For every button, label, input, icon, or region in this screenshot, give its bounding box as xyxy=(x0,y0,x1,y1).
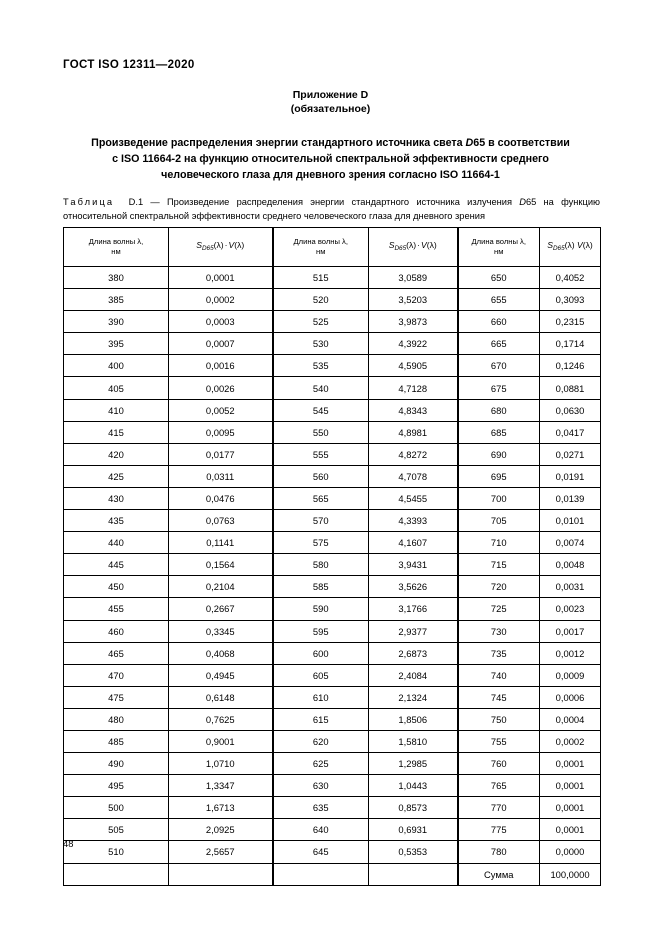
formula-lambda-1: (λ) xyxy=(564,239,575,250)
cell-wavelength: 710 xyxy=(458,532,540,554)
cell-value: 0,0026 xyxy=(169,377,273,399)
cell-value: 0,5353 xyxy=(369,841,458,863)
cell-value: 0,0095 xyxy=(169,421,273,443)
page-title-line3: человеческого глаза для дневного зрения согласно ISO 11664-1 xyxy=(161,169,500,182)
formula-symbol: S xyxy=(388,239,395,250)
cell-wavelength: 540 xyxy=(273,377,369,399)
formula-v: V xyxy=(228,239,235,250)
cell-wavelength: 545 xyxy=(273,399,369,421)
cell-wavelength: 715 xyxy=(458,554,540,576)
table-row xyxy=(64,487,601,509)
cell-value: 0,0016 xyxy=(169,355,273,377)
table-row xyxy=(64,355,601,377)
cell-value: 0,0191 xyxy=(540,465,601,487)
cell-value: 1,6713 xyxy=(169,797,273,819)
cell-value: 0,6931 xyxy=(369,819,458,841)
cell-value: 4,8343 xyxy=(369,399,458,421)
cell-value: 4,8981 xyxy=(369,421,458,443)
table-row xyxy=(64,664,601,686)
cell-value: 1,8506 xyxy=(369,708,458,730)
cell-wavelength: 420 xyxy=(64,443,169,465)
formula-subscript: D65 xyxy=(394,244,407,252)
table-body xyxy=(64,267,601,886)
cell-wavelength: 450 xyxy=(64,576,169,598)
table-caption-text-before: Произведение распределения энергии стандартного источника излучения xyxy=(166,197,520,207)
table-row xyxy=(64,576,601,598)
cell-wavelength: 700 xyxy=(458,487,540,509)
table-row xyxy=(64,753,601,775)
cell-wavelength: 525 xyxy=(273,311,369,333)
cell-wavelength: 405 xyxy=(64,377,169,399)
header-formula-3 xyxy=(540,228,601,267)
table-row xyxy=(64,377,601,399)
table-row xyxy=(64,775,601,797)
table-row xyxy=(64,267,601,289)
table-caption-label: Таблица xyxy=(63,197,115,207)
cell-value: 4,8272 xyxy=(369,443,458,465)
cell-value: 2,1324 xyxy=(369,686,458,708)
cell-value: 0,1564 xyxy=(169,554,273,576)
cell-value: 3,5203 xyxy=(369,289,458,311)
cell-wavelength: 620 xyxy=(273,730,369,752)
page-number: 48 xyxy=(63,838,74,849)
table-row xyxy=(64,510,601,532)
cell-value: 0,3345 xyxy=(169,620,273,642)
cell-value: 0,0001 xyxy=(540,775,601,797)
cell-wavelength: 410 xyxy=(64,399,169,421)
cell-value: 0,6148 xyxy=(169,686,273,708)
formula-symbol: S xyxy=(547,239,553,250)
cell-value: 0,0476 xyxy=(169,487,273,509)
table-row xyxy=(64,620,601,642)
cell-value: 0,0881 xyxy=(540,377,601,399)
cell-wavelength: 535 xyxy=(273,355,369,377)
cell-value: 0,9001 xyxy=(169,730,273,752)
cell-wavelength: Сумма xyxy=(458,863,540,885)
cell-value: 0,1141 xyxy=(169,532,273,554)
cell-value: 0,0417 xyxy=(540,421,601,443)
table-row xyxy=(64,443,601,465)
table-row xyxy=(64,465,601,487)
cell-value: 0,0003 xyxy=(169,311,273,333)
cell-wavelength: 455 xyxy=(64,598,169,620)
cell-value xyxy=(169,863,273,885)
header-wavelength-line1: Длина волны λ, xyxy=(88,237,144,247)
cell-wavelength: 555 xyxy=(273,443,369,465)
cell-value: 0,0004 xyxy=(540,708,601,730)
appendix-heading xyxy=(0,88,661,116)
cell-value: 1,0443 xyxy=(369,775,458,797)
cell-value: 1,0710 xyxy=(169,753,273,775)
cell-value: 0,0001 xyxy=(540,819,601,841)
formula-lambda-2: (λ) xyxy=(582,239,593,250)
header-wavelength-2 xyxy=(273,228,369,267)
cell-value: 4,3393 xyxy=(369,510,458,532)
formula-lambda-1: (λ) xyxy=(406,239,417,250)
table-row xyxy=(64,311,601,333)
page-title xyxy=(72,135,589,184)
table-row xyxy=(64,841,601,863)
cell-wavelength: 690 xyxy=(458,443,540,465)
page-title-line1-italic: D xyxy=(465,137,474,149)
cell-wavelength: 735 xyxy=(458,642,540,664)
table-row xyxy=(64,708,601,730)
page-title-line1-after: 65 в соответствии xyxy=(473,137,570,149)
cell-value: 0,0074 xyxy=(540,532,601,554)
cell-value: 0,8573 xyxy=(369,797,458,819)
cell-wavelength: 390 xyxy=(64,311,169,333)
cell-wavelength: 550 xyxy=(273,421,369,443)
header-wavelength-line2: нм xyxy=(494,247,504,256)
cell-value: 0,0177 xyxy=(169,443,273,465)
cell-value: 0,2667 xyxy=(169,598,273,620)
cell-value: 0,0009 xyxy=(540,664,601,686)
cell-value: 1,3347 xyxy=(169,775,273,797)
cell-value: 0,0101 xyxy=(540,510,601,532)
formula-symbol: S xyxy=(196,239,202,250)
cell-wavelength: 740 xyxy=(458,664,540,686)
cell-value: 0,0023 xyxy=(540,598,601,620)
formula-operator: · xyxy=(417,239,421,250)
cell-wavelength: 515 xyxy=(273,267,369,289)
cell-wavelength: 615 xyxy=(273,708,369,730)
cell-wavelength: 510 xyxy=(64,841,169,863)
cell-wavelength: 765 xyxy=(458,775,540,797)
cell-wavelength: 480 xyxy=(64,708,169,730)
cell-value: 0,0006 xyxy=(540,686,601,708)
table-row xyxy=(64,730,601,752)
cell-value: 4,7128 xyxy=(369,377,458,399)
header-wavelength-line2: нм xyxy=(111,247,121,256)
cell-value: 3,9873 xyxy=(369,311,458,333)
cell-value: 0,4945 xyxy=(169,664,273,686)
cell-wavelength: 605 xyxy=(273,664,369,686)
cell-value: 0,0052 xyxy=(169,399,273,421)
cell-wavelength: 465 xyxy=(64,642,169,664)
page-title-line2: с ISO 11664-2 на функцию относительной спектральной эффективности среднего xyxy=(112,153,549,166)
cell-wavelength: 645 xyxy=(273,841,369,863)
header-wavelength-line1: Длина волны λ, xyxy=(471,237,526,247)
formula-lambda-1: (λ) xyxy=(213,239,224,250)
cell-wavelength: 760 xyxy=(458,753,540,775)
table-container xyxy=(63,227,600,886)
cell-wavelength: 670 xyxy=(458,355,540,377)
cell-value: 0,2104 xyxy=(169,576,273,598)
cell-wavelength: 610 xyxy=(273,686,369,708)
cell-value: 0,0001 xyxy=(169,267,273,289)
cell-value: 0,4052 xyxy=(540,267,601,289)
table-caption-italic: D xyxy=(519,197,526,207)
cell-value: 2,5657 xyxy=(169,841,273,863)
cell-wavelength: 750 xyxy=(458,708,540,730)
cell-value: 4,7078 xyxy=(369,465,458,487)
cell-wavelength: 425 xyxy=(64,465,169,487)
table-header xyxy=(64,228,601,267)
cell-wavelength: 595 xyxy=(273,620,369,642)
table-caption-dash: — xyxy=(150,197,160,207)
table-row xyxy=(64,399,601,421)
cell-wavelength: 640 xyxy=(273,819,369,841)
cell-wavelength: 385 xyxy=(64,289,169,311)
table-header-row xyxy=(64,228,601,267)
cell-value: 0,0311 xyxy=(169,465,273,487)
cell-wavelength: 695 xyxy=(458,465,540,487)
cell-value: 0,0007 xyxy=(169,333,273,355)
cell-wavelength: 725 xyxy=(458,598,540,620)
cell-wavelength: 435 xyxy=(64,510,169,532)
cell-value: 4,1607 xyxy=(369,532,458,554)
header-formula-2 xyxy=(369,228,458,267)
cell-value: 0,0763 xyxy=(169,510,273,532)
cell-wavelength xyxy=(64,863,169,885)
cell-value: 0,0139 xyxy=(540,487,601,509)
cell-value: 0,2315 xyxy=(540,311,601,333)
cell-wavelength: 400 xyxy=(64,355,169,377)
page-title-line1-before: Произведение распределения энергии стандартного источника света xyxy=(91,137,466,149)
appendix-label: Приложение D xyxy=(292,89,369,101)
cell-wavelength: 575 xyxy=(273,532,369,554)
header-formula-1 xyxy=(169,228,273,267)
cell-wavelength: 565 xyxy=(273,487,369,509)
cell-value: 0,0048 xyxy=(540,554,601,576)
cell-wavelength: 495 xyxy=(64,775,169,797)
cell-value: 3,0589 xyxy=(369,267,458,289)
cell-value: 0,0001 xyxy=(540,797,601,819)
cell-wavelength: 655 xyxy=(458,289,540,311)
cell-wavelength: 745 xyxy=(458,686,540,708)
appendix-status: (обязательное) xyxy=(290,103,371,115)
cell-value: 100,0000 xyxy=(540,863,601,885)
formula-lambda-2: (λ) xyxy=(234,239,245,250)
cell-value: 0,0002 xyxy=(540,730,601,752)
cell-wavelength: 570 xyxy=(273,510,369,532)
formula-subscript: D65 xyxy=(201,244,214,252)
table-row xyxy=(64,554,601,576)
header-wavelength-line2: нм xyxy=(316,247,326,256)
table-row xyxy=(64,797,601,819)
cell-wavelength: 395 xyxy=(64,333,169,355)
cell-value: 3,1766 xyxy=(369,598,458,620)
cell-value: 4,3922 xyxy=(369,333,458,355)
table-row xyxy=(64,421,601,443)
cell-wavelength: 755 xyxy=(458,730,540,752)
cell-value: 2,4084 xyxy=(369,664,458,686)
cell-value: 0,4068 xyxy=(169,642,273,664)
table-caption-number: D.1 xyxy=(128,197,144,207)
table-row xyxy=(64,333,601,355)
cell-value: 2,0925 xyxy=(169,819,273,841)
table-row xyxy=(64,819,601,841)
cell-wavelength: 685 xyxy=(458,421,540,443)
cell-value: 3,5626 xyxy=(369,576,458,598)
cell-value: 0,0630 xyxy=(540,399,601,421)
cell-value: 0,0001 xyxy=(540,753,601,775)
cell-value: 4,5905 xyxy=(369,355,458,377)
cell-wavelength: 440 xyxy=(64,532,169,554)
cell-value: 0,1246 xyxy=(540,355,601,377)
header-wavelength-3 xyxy=(458,228,540,267)
cell-wavelength: 625 xyxy=(273,753,369,775)
cell-value: 2,9377 xyxy=(369,620,458,642)
cell-wavelength: 500 xyxy=(64,797,169,819)
formula-operator: · xyxy=(224,239,228,250)
cell-value: 0,0271 xyxy=(540,443,601,465)
cell-wavelength: 720 xyxy=(458,576,540,598)
table-row xyxy=(64,642,601,664)
cell-value: 0,0002 xyxy=(169,289,273,311)
table-row xyxy=(64,863,601,885)
cell-wavelength: 770 xyxy=(458,797,540,819)
header-wavelength-1 xyxy=(64,228,169,267)
formula-v: V xyxy=(421,239,427,250)
header-wavelength-line1: Длина волны λ, xyxy=(293,237,348,247)
cell-value: 0,3093 xyxy=(540,289,601,311)
cell-wavelength: 705 xyxy=(458,510,540,532)
spectral-data-table xyxy=(63,227,601,886)
cell-wavelength: 445 xyxy=(64,554,169,576)
cell-wavelength: 585 xyxy=(273,576,369,598)
cell-value: 2,6873 xyxy=(369,642,458,664)
cell-wavelength: 475 xyxy=(64,686,169,708)
cell-value xyxy=(369,863,458,885)
cell-wavelength: 520 xyxy=(273,289,369,311)
cell-value: 0,0017 xyxy=(540,620,601,642)
cell-wavelength: 530 xyxy=(273,333,369,355)
cell-wavelength: 505 xyxy=(64,819,169,841)
cell-wavelength: 590 xyxy=(273,598,369,620)
cell-wavelength: 660 xyxy=(458,311,540,333)
cell-wavelength: 665 xyxy=(458,333,540,355)
cell-value: 3,9431 xyxy=(369,554,458,576)
cell-wavelength: 490 xyxy=(64,753,169,775)
table-caption xyxy=(63,196,600,223)
cell-value: 0,0031 xyxy=(540,576,601,598)
cell-wavelength xyxy=(273,863,369,885)
cell-wavelength: 775 xyxy=(458,819,540,841)
cell-wavelength: 680 xyxy=(458,399,540,421)
cell-wavelength: 485 xyxy=(64,730,169,752)
cell-wavelength: 380 xyxy=(64,267,169,289)
cell-value: 0,0012 xyxy=(540,642,601,664)
cell-wavelength: 415 xyxy=(64,421,169,443)
cell-wavelength: 430 xyxy=(64,487,169,509)
cell-wavelength: 650 xyxy=(458,267,540,289)
cell-value: 1,2985 xyxy=(369,753,458,775)
table-row xyxy=(64,289,601,311)
cell-wavelength: 675 xyxy=(458,377,540,399)
cell-value: 4,5455 xyxy=(369,487,458,509)
cell-value: 0,1714 xyxy=(540,333,601,355)
cell-value: 0,7625 xyxy=(169,708,273,730)
cell-wavelength: 600 xyxy=(273,642,369,664)
cell-wavelength: 460 xyxy=(64,620,169,642)
cell-value: 0,0000 xyxy=(540,841,601,863)
formula-subscript: D65 xyxy=(552,244,565,252)
cell-wavelength: 730 xyxy=(458,620,540,642)
cell-wavelength: 630 xyxy=(273,775,369,797)
formula-lambda-2: (λ) xyxy=(426,239,437,250)
cell-wavelength: 470 xyxy=(64,664,169,686)
document-header-title: ГОСТ ISO 12311—2020 xyxy=(63,59,195,71)
table-row xyxy=(64,686,601,708)
cell-wavelength: 560 xyxy=(273,465,369,487)
cell-wavelength: 580 xyxy=(273,554,369,576)
cell-value: 1,5810 xyxy=(369,730,458,752)
table-row xyxy=(64,532,601,554)
table-row xyxy=(64,598,601,620)
formula-v: V xyxy=(577,239,583,250)
table-caption-text-after: 65 на функцию относительной спектральной эффективности среднего человеческого глаза для дневного зрения xyxy=(63,197,600,221)
cell-wavelength: 780 xyxy=(458,841,540,863)
cell-wavelength: 635 xyxy=(273,797,369,819)
